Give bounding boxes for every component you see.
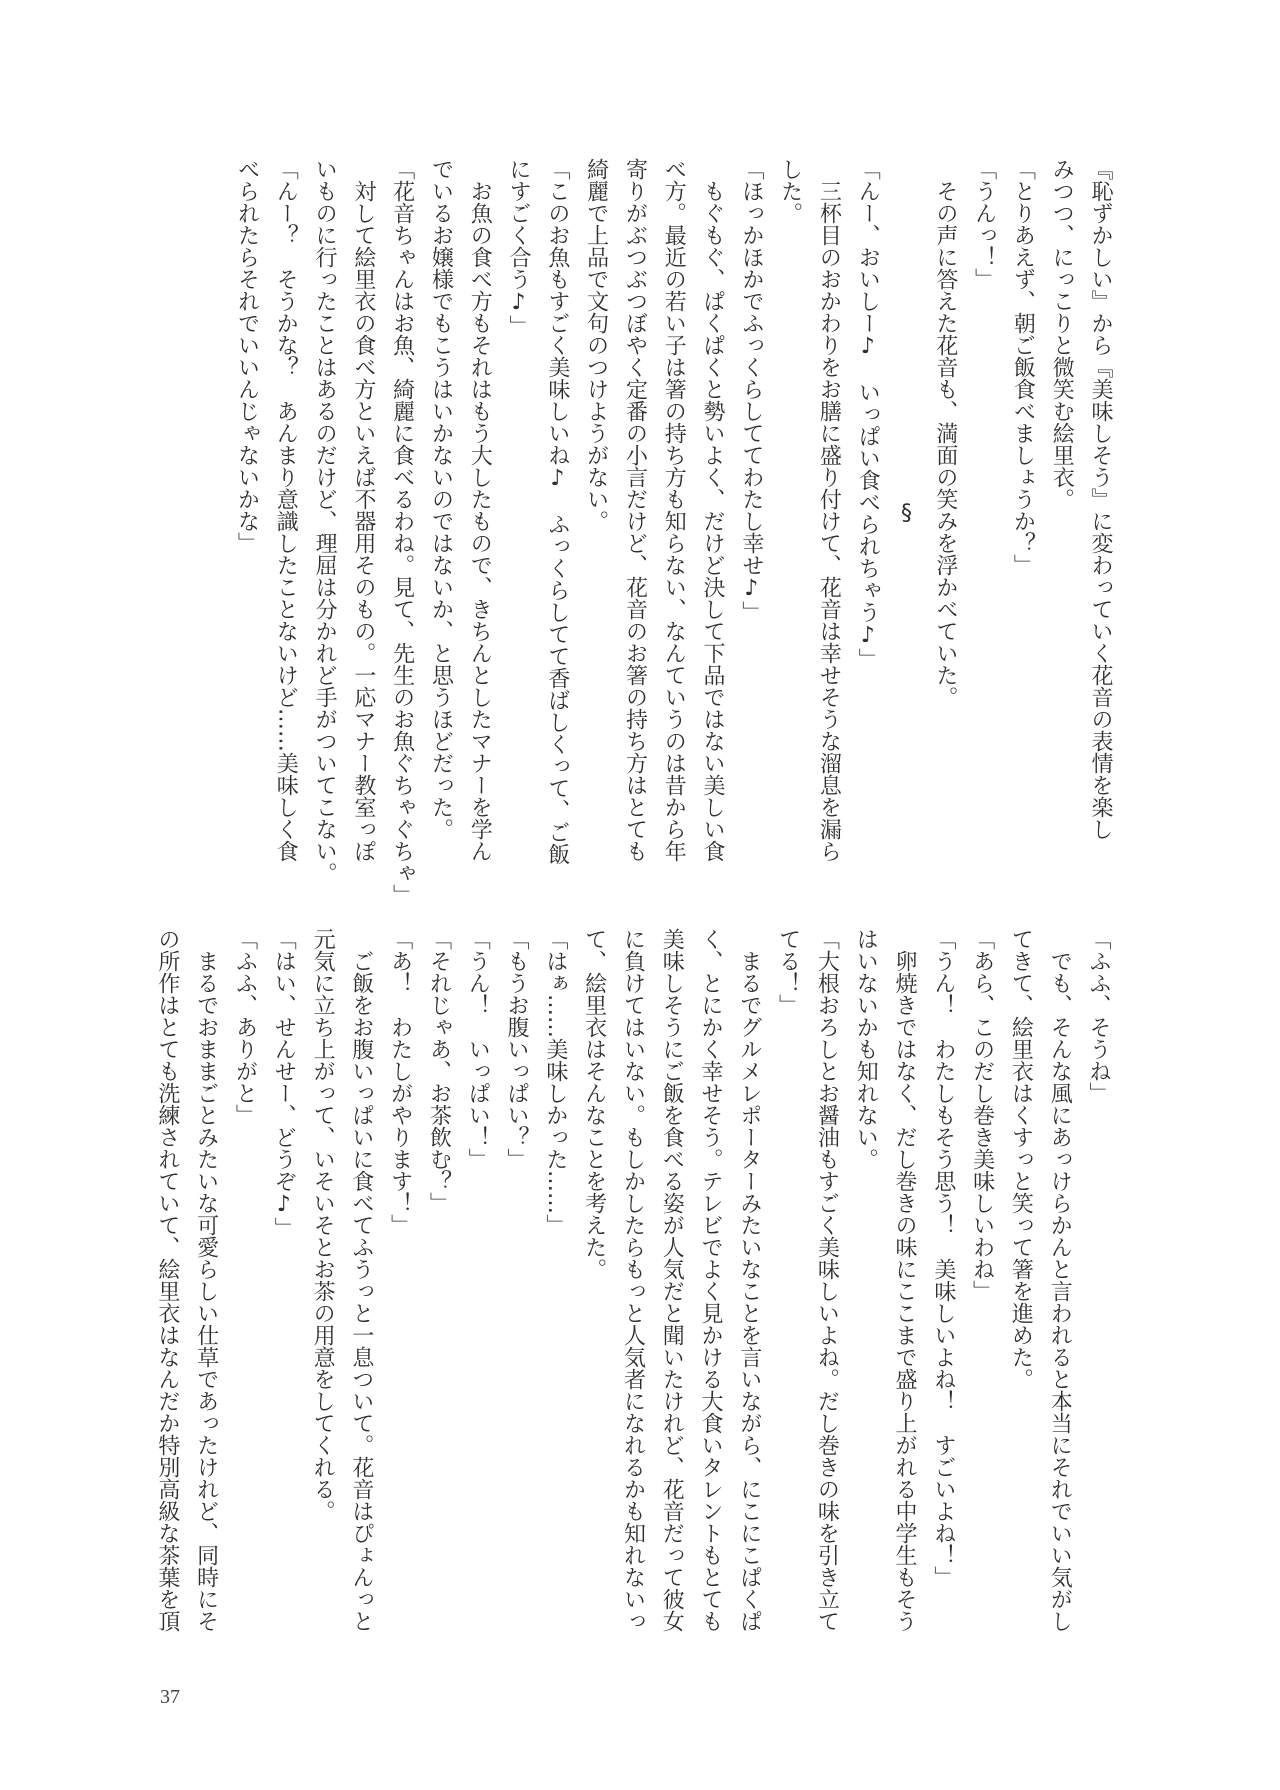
text-line: べ方。最近の若い子は箸の持ち方も知らない、なんていうのは昔から年: [661, 158, 687, 862]
page-number: 37: [160, 1686, 180, 1708]
text-line: 「ふふ、そうね」: [1086, 928, 1111, 1104]
text-line: 「んー？ そうかな？ あんまり意識したことないけど……美味しく食: [273, 158, 299, 862]
text-line: 「花音ちゃんはお魚、綺麗に食べるわね。見て、先生のお魚ぐちゃぐちゃ」: [389, 158, 415, 906]
text-line: もぐもぐ、ぱくぱくと勢いよく、だけど決して下品ではない美しい食: [700, 158, 726, 862]
text-line: 「このお魚もすごく美味しいね♪ ふっくらしてて香ばしくって、ご飯: [544, 158, 570, 865]
text-line: いものに行ったことはあるのだけど、理屈は分かれど手がついてこない。: [312, 158, 338, 884]
text-line: 『恥ずかしい』から『美味しそう』に変わっていく花音の表情を楽し: [1088, 158, 1113, 840]
text-line: でも、そんな風にあっけらかんと言われると本当にそれでいい気がし: [1047, 928, 1073, 1632]
text-line: 「あら、このだし巻き美味しいわね」: [969, 928, 995, 1302]
text-line: 「ほっかほかでふっくらしててわたし幸せ♪」: [738, 158, 764, 623]
text-line: はいないかも知れない。: [853, 928, 879, 1170]
text-line: 「はい、せんせー、どうぞ♪」: [271, 928, 297, 1239]
text-line: まるでグルメレポーターみたいなことを言いながら、にこにこぱくぱ: [736, 928, 762, 1632]
text-line: 「もうお腹いっぱい？」: [504, 928, 530, 1170]
text-line: その声に答えた花音も、満面の笑みを浮かべていた。: [932, 158, 958, 708]
text-line: てきて、絵里衣はくすっと笑って箸を進めた。: [1008, 928, 1034, 1390]
text-line: 「それじゃあ、お茶飲む？」: [426, 928, 452, 1214]
text-line: でいるお嬢様でもこうはいかないのではないか、と思うほどだった。: [428, 158, 454, 840]
text-line: 対して絵里衣の食べ方といえば不器用そのもの。一応マナー教室っぽ: [350, 158, 376, 862]
text-block-bottom: [147, 928, 1117, 1638]
text-line: てる！」: [775, 928, 801, 1016]
text-line: した。: [777, 158, 803, 224]
text-line: 「大根おろしとお醤油もすごく美味しいよね。だし巻きの味を引き立て: [814, 928, 840, 1632]
text-line: 「とりあえず、朝ご飯食べましょうか？」: [1010, 158, 1036, 576]
text-line: 美味しそうにご飯を食べる姿が人気だと聞いたけれど、花音だって彼女: [659, 928, 685, 1632]
text-line: みつつ、にっこりと微笑む絵里衣。: [1049, 158, 1075, 510]
text-line: 「うんっ！」: [971, 158, 997, 290]
text-line: まるでおままごとみたいな可愛らしい仕草であったけれど、同時にそ: [193, 928, 219, 1632]
text-block-top: [227, 158, 1119, 906]
text-line: 卵焼きではなく、だし巻きの味にここまで盛り上がれる中学生もそう: [892, 928, 918, 1632]
text-line: ご飯をお腹いっぱいに食べてふうっと一息ついて。花音はぴょんっと: [348, 928, 374, 1632]
text-line: て、絵里衣はそんなことを考えた。: [581, 928, 607, 1280]
text-line: 元気に立ち上がって、いそいそとお茶の用意をしてくれる。: [310, 928, 336, 1522]
text-line: 「あ！ わたしがやります！」: [387, 928, 413, 1236]
text-line: お魚の食べ方もそれはもう大したもので、きちんとしたマナーを学ん: [467, 158, 493, 862]
text-line: 「うん！ わたしもそう思う！ 美味しいよね！ すごいよね！」: [930, 928, 956, 1588]
text-line: の所作はとても洗練されていて、絵里衣はなんだか特別高級な茶葉を頂: [154, 928, 180, 1632]
text-line: 「うん！ いっぱい！」: [465, 928, 491, 1170]
text-line: 「はぁ……美味しかった……」: [542, 928, 568, 1236]
text-line: 「んー、おいしー♪ いっぱい食べられちゃう♪」: [855, 158, 881, 670]
text-line: 綺麗で上品で文句のつけようがない。: [583, 158, 609, 532]
text-line: く、とにかく幸せそう。テレビでよく見かける大食いタレントもとても: [698, 928, 724, 1632]
text-line: 寄りがぶつぶつぼやく定番の小言だけど、花音のお箸の持ち方はとても: [622, 158, 648, 862]
text-line: べられたらそれでいいんじゃないかな」: [234, 158, 260, 554]
text-line: 三杯目のおかわりをお膳に盛り付けて、花音は幸せそうな溜息を漏ら: [816, 158, 842, 862]
text-line: 「ふふ、ありがと」: [232, 928, 258, 1126]
text-line: にすごく合う♪」: [506, 158, 532, 337]
text-line: に負けてはいない。もしかしたらもっと人気者になれるかも知れないっ: [620, 928, 646, 1632]
section-break-mark: §: [894, 500, 920, 526]
